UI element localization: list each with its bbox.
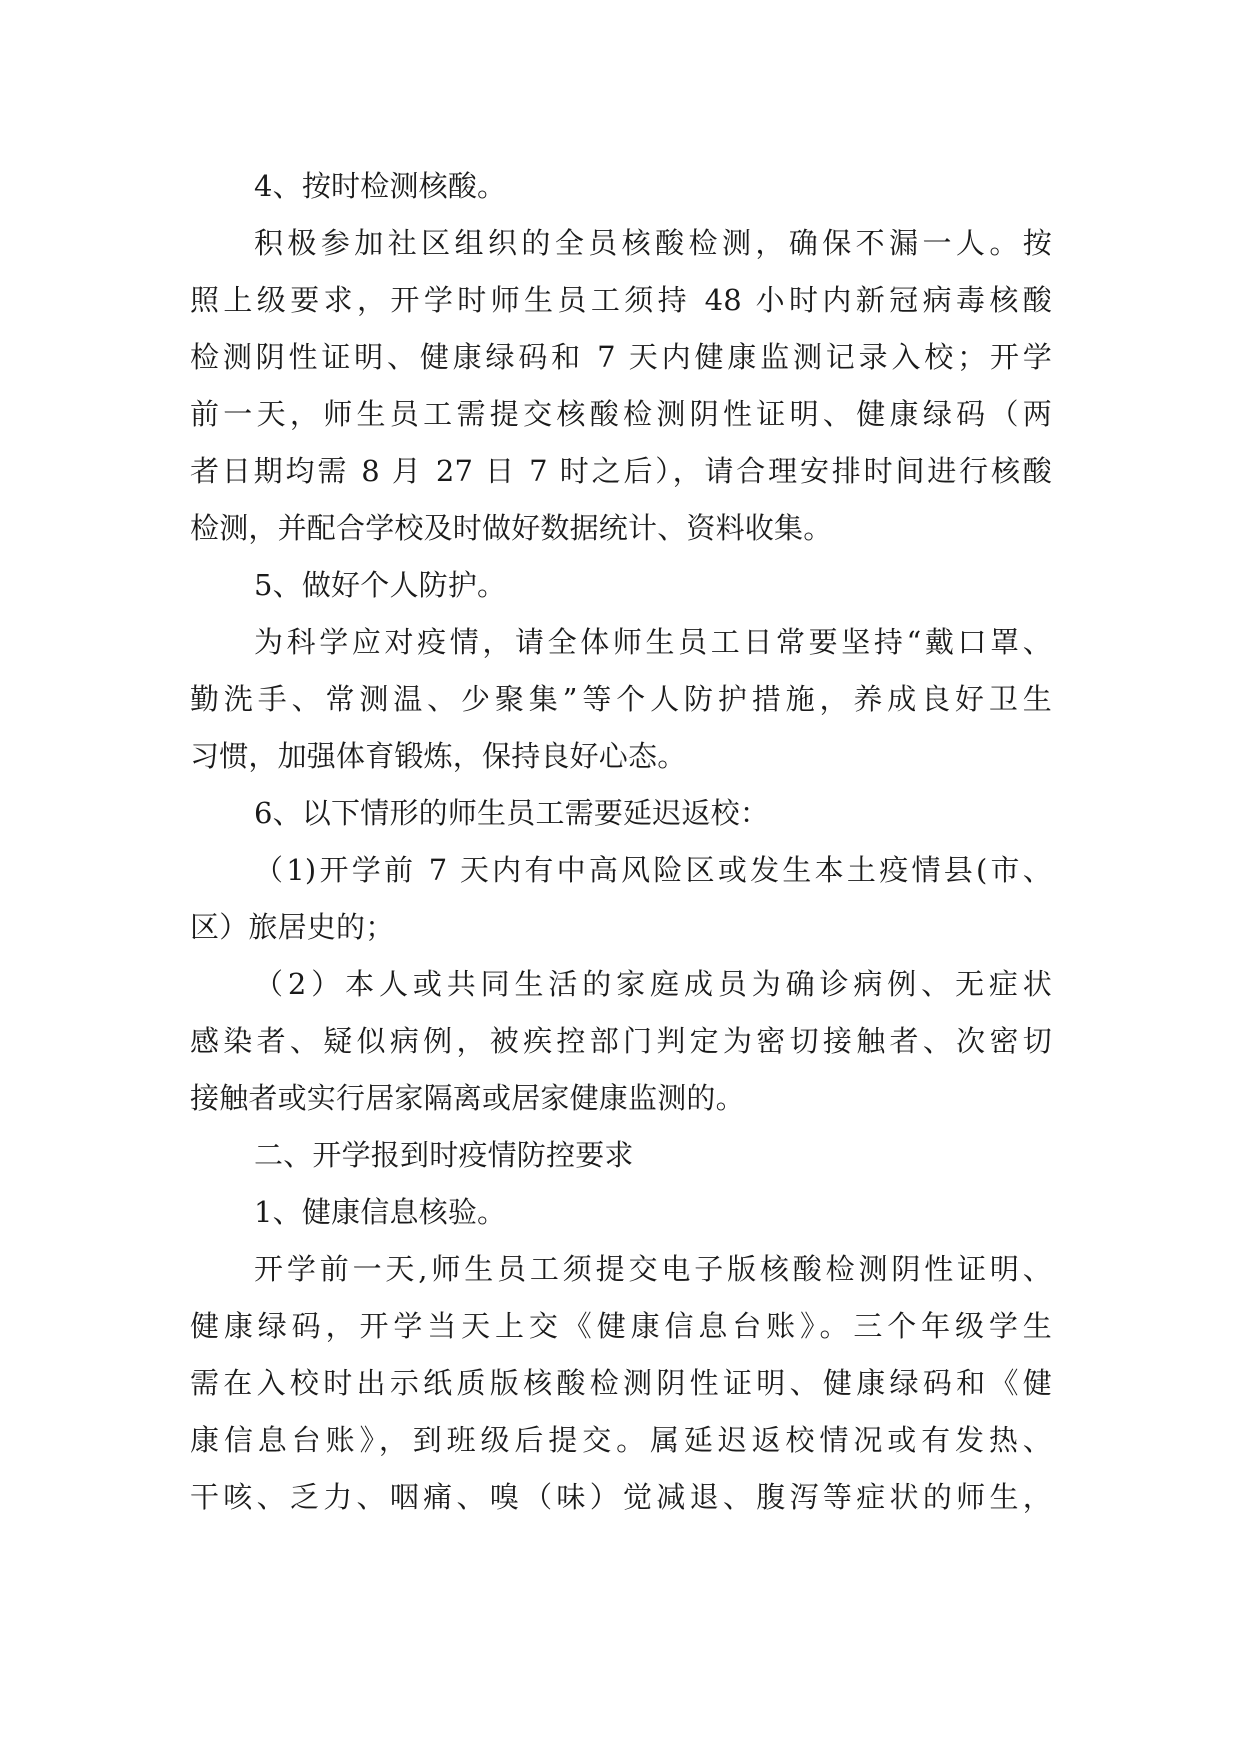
text-line-5: 前一天，师生员工需提交核酸检测阴性证明、健康绿码（两 [190,397,1052,431]
text-line-16: 感染者、疑似病例，被疾控部门判定为密切接触者、次密切 [190,1024,1052,1058]
text-line-1: 4、按时检测核酸。 [254,169,507,203]
text-line-18: 二、开学报到时疫情防控要求 [254,1138,634,1172]
text-line-11: 习惯，加强体育锻炼，保持良好心态。 [190,739,687,773]
text-line-3: 照上级要求，开学时师生员工须持 48 小时内新冠病毒核酸 [190,283,1052,317]
text-line-9: 为科学应对疫情，请全体师生员工日常要坚持“戴口罩、 [254,625,1052,659]
text-line-4: 检测阴性证明、健康绿码和 7 天内健康监测记录入校；开学 [190,340,1052,374]
text-line-21: 健康绿码，开学当天上交《健康信息台账》。三个年级学生 [190,1309,1052,1343]
text-line-7: 检测，并配合学校及时做好数据统计、资料收集。 [190,511,833,545]
text-line-6: 者日期均需 8 月 27 日 7 时之后），请合理安排时间进行核酸 [190,454,1052,488]
text-line-10: 勤洗手、常测温、少聚集”等个人防护措施，养成良好卫生 [190,682,1052,716]
text-line-23: 康信息台账》，到班级后提交。属延迟返校情况或有发热、 [190,1423,1052,1457]
text-line-17: 接触者或实行居家隔离或居家健康监测的。 [190,1081,745,1115]
text-line-13: （1)开学前 7 天内有中高风险区或发生本土疫情县(市、 [254,853,1052,887]
text-line-2: 积极参加社区组织的全员核酸检测，确保不漏一人。按 [254,226,1052,260]
text-line-14: 区）旅居史的； [190,910,395,944]
document-body [190,158,1052,1526]
text-line-19: 1、健康信息核验。 [254,1195,507,1229]
text-line-24: 干咳、乏力、咽痛、嗅（味）觉减退、腹泻等症状的师生， [190,1480,1052,1514]
text-line-8: 5、做好个人防护。 [254,568,507,602]
text-line-22: 需在入校时出示纸质版核酸检测阴性证明、健康绿码和《健 [190,1366,1052,1400]
text-line-15: （2）本人或共同生活的家庭成员为确诊病例、无症状 [254,967,1052,1001]
text-line-12: 6、以下情形的师生员工需要延迟返校： [254,796,770,830]
text-line-20: 开学前一天,师生员工须提交电子版核酸检测阴性证明、 [254,1252,1052,1286]
